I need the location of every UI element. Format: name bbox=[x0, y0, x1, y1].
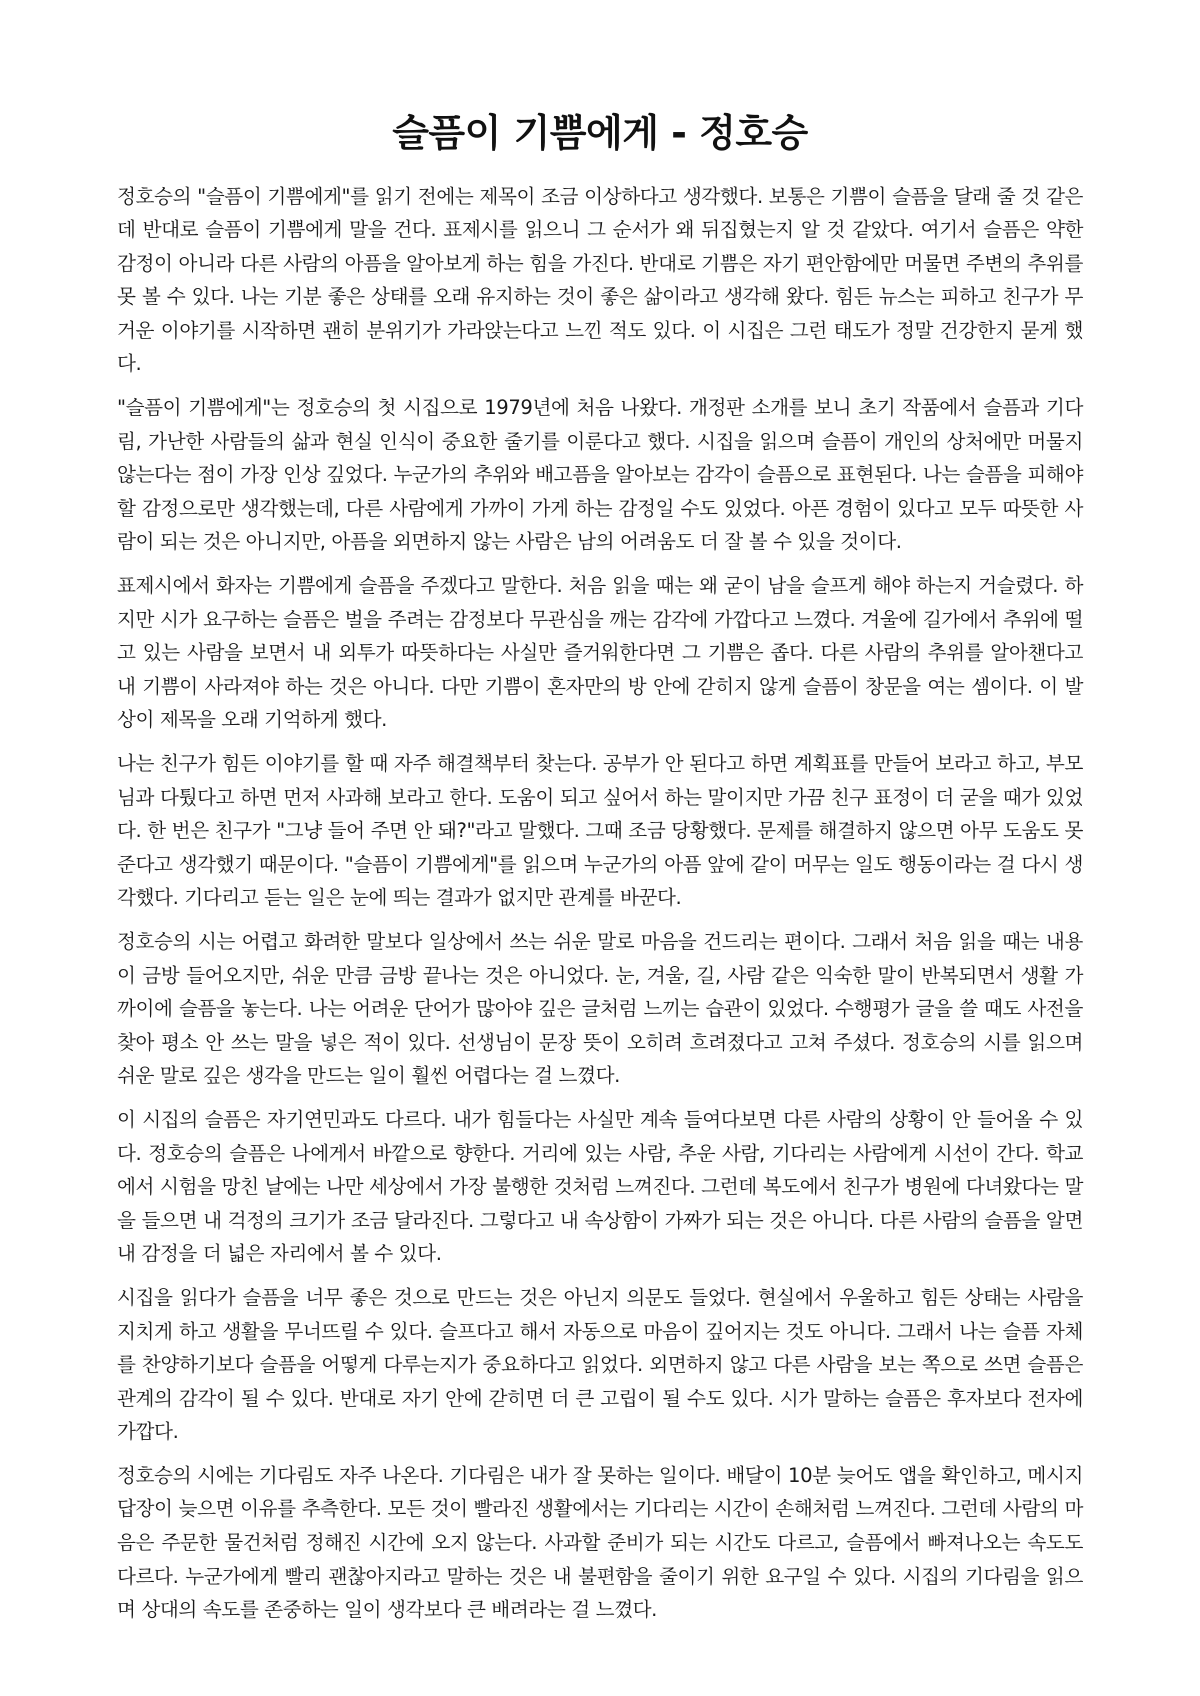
paragraph-3: 표제시에서 화자는 기쁨에게 슬픔을 주겠다고 말한다. 처음 읽을 때는 왜 굳이 남을 슬프게 해야 하는지 거슬렸다. 하지만 시가 요구하는 슬픔은 벌을 주려는 감정보다 무관심을 깨는 감각에 가깝다고 느꼈다. 겨울에 길가에서 추위에 떨고 있는 사람을 보면서 내 외투가 따뜻하다는 사실만 즐거워한다면 그 기쁨은 좁다. 다른 사람의 추위를 알아챈다고 내 기쁨이 사라져야 하는 것은 아니다. 다만 기쁨이 혼자만의 방 안에 갇히지 않게 슬픔이 창문을 여는 셈이다. 이 발상이 제목을 오래 기억하게 했다. bbox=[117, 574, 1083, 732]
paragraph-6: 이 시집의 슬픔은 자기연민과도 다르다. 내가 힘들다는 사실만 계속 들여다보면 다른 사람의 상황이 안 들어올 수 있다. 정호승의 슬픔은 나에게서 바깥으로 향한다. 거리에 있는 사람, 추운 사람, 기다리는 사람에게 시선이 간다. 학교에서 시험을 망친 날에는 나만 세상에서 가장 불행한 것처럼 느껴진다. 그런데 복도에서 친구가 병원에 다녀왔다는 말을 들으면 내 걱정의 크기가 조금 달라진다. 그렇다고 내 속상함이 가짜가 되는 것은 아니다. 다른 사람의 슬픔을 알면 내 감정을 더 넓은 자리에서 볼 수 있다. bbox=[117, 1107, 1083, 1266]
paragraph-1: 정호승의 "슬픔이 기쁨에게"를 읽기 전에는 제목이 조금 이상하다고 생각했다. 보통은 기쁨이 슬픔을 달래 줄 것 같은데 반대로 슬픔이 기쁨에게 말을 건다. 표제시를 읽으니 그 순서가 왜 뒤집혔는지 알 것 같았다. 여기서 슬픔은 약한 감정이 아니라 다른 사람의 아픔을 알아보게 하는 힘을 가진다. 반대로 기쁨은 자기 편안함에만 머물면 주변의 추위를 못 볼 수 있다. 나는 기분 좋은 상태를 오래 유지하는 것이 좋은 삶이라고 생각해 왔다. 힘든 뉴스는 피하고 친구가 무거운 이야기를 시작하면 괜히 분위기가 가라앉는다고 느낀 적도 있다. 이 시집은 그런 태도가 정말 건강한지 묻게 했다. bbox=[117, 184, 1083, 376]
paragraph-8: 정호승의 시에는 기다림도 자주 나온다. 기다림은 내가 잘 못하는 일이다. 배달이 10분 늦어도 앱을 확인하고, 메시지 답장이 늦으면 이유를 추측한다. 모든 것이 빨라진 생활에서는 기다리는 시간이 손해처럼 느껴진다. 그런데 사람의 마음은 주문한 물건처럼 정해진 시간에 오지 않는다. 사과할 준비가 되는 시간도 다르고, 슬픔에서 빠져나오는 속도도 다르다. 누군가에게 빨리 괜찮아지라고 말하는 것은 내 불편함을 줄이기 위한 요구일 수 있다. 시집의 기다림을 읽으며 상대의 속도를 존중하는 일이 생각보다 큰 배려라는 걸 느꼈다. bbox=[117, 1463, 1083, 1622]
paragraph-5: 정호승의 시는 어렵고 화려한 말보다 일상에서 쓰는 쉬운 말로 마음을 건드리는 편이다. 그래서 처음 읽을 때는 내용이 금방 들어오지만, 쉬운 만큼 금방 끝나는 것은 아니었다. 눈, 겨울, 길, 사람 같은 익숙한 말이 반복되면서 생활 가까이에 슬픔을 놓는다. 나는 어려운 단어가 많아야 깊은 글처럼 느끼는 습관이 있었다. 수행평가 글을 쓸 때도 사전을 찾아 평소 안 쓰는 말을 넣은 적이 있다. 선생님이 문장 뜻이 오히려 흐려졌다고 고쳐 주셨다. 정호승의 시를 읽으며 쉬운 말로 깊은 생각을 만드는 일이 훨씬 어렵다는 걸 느꼈다. bbox=[117, 929, 1083, 1088]
paragraph-4: 나는 친구가 힘든 이야기를 할 때 자주 해결책부터 찾는다. 공부가 안 된다고 하면 계획표를 만들어 보라고 하고, 부모님과 다퉜다고 하면 먼저 사과해 보라고 한다. 도움이 되고 싶어서 하는 말이지만 가끔 친구 표정이 더 굳을 때가 있었다. 한 번은 친구가 "그냥 들어 주면 안 돼?"라고 말했다. 그때 조금 당황했다. 문제를 해결하지 않으면 아무 도움도 못 준다고 생각했기 때문이다. "슬픔이 기쁨에게"를 읽으며 누군가의 아픔 앞에 같이 머무는 일도 행동이라는 걸 다시 생각했다. 기다리고 듣는 일은 눈에 띄는 결과가 없지만 관계를 바꾼다. bbox=[117, 752, 1083, 910]
paragraph-2: "슬픔이 기쁨에게"는 정호승의 첫 시집으로 1979년에 처음 나왔다. 개정판 소개를 보니 초기 작품에서 슬픔과 기다림, 가난한 사람들의 삶과 현실 인식이 중요한 줄기를 이룬다고 했다. 시집을 읽으며 슬픔이 개인의 상처에만 머물지 않는다는 점이 가장 인상 깊었다. 누군가의 추위와 배고픔을 알아보는 감각이 슬픔으로 표현된다. 나는 슬픔을 피해야 할 감정으로만 생각했는데, 다른 사람에게 가까이 가게 하는 감정일 수도 있었다. 아픈 경험이 있다고 모두 따뜻한 사람이 되는 것은 아니지만, 아픔을 외면하지 않는 사람은 남의 어려움도 더 잘 볼 수 있을 것이다. bbox=[117, 396, 1083, 554]
page-title: 슬픔이 기쁨에게 - 정호승 bbox=[392, 111, 808, 155]
essay-page bbox=[117, 110, 1083, 1637]
paragraph-7: 시집을 읽다가 슬픔을 너무 좋은 것으로 만드는 것은 아닌지 의문도 들었다. 현실에서 우울하고 힘든 상태는 사람을 지치게 하고 생활을 무너뜨릴 수 있다. 슬프다고 해서 자동으로 마음이 깊어지는 것도 아니다. 그래서 나는 슬픔 자체를 찬양하기보다 슬픔을 어떻게 다루는지가 중요하다고 읽었다. 외면하지 않고 다른 사람을 보는 쪽으로 쓰면 슬픔은 관계의 감각이 될 수 있다. 반대로 자기 안에 갇히면 더 큰 고립이 될 수도 있다. 시가 말하는 슬픔은 후자보다 전자에 가깝다. bbox=[117, 1285, 1083, 1444]
